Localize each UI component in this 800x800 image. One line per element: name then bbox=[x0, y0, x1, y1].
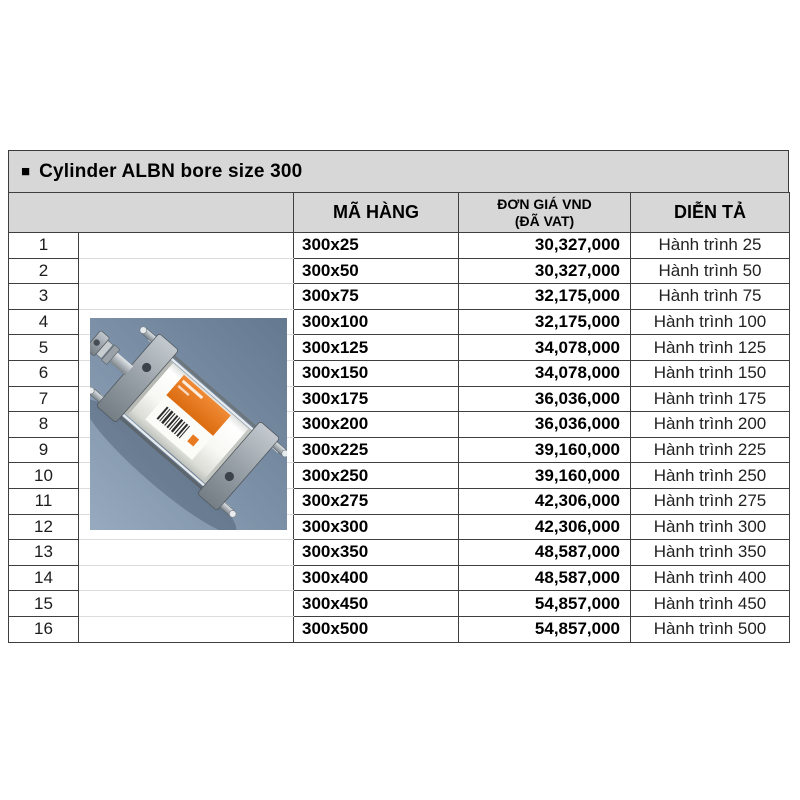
table-row bbox=[9, 616, 790, 642]
header-cell-empty bbox=[9, 193, 294, 233]
product-code-cell bbox=[294, 309, 459, 335]
price-value: 39,160,000 bbox=[534, 440, 620, 460]
description-value: Hành trình 450 bbox=[653, 593, 767, 613]
row-number-cell bbox=[9, 437, 79, 463]
row-number: 10 bbox=[34, 465, 53, 485]
image-column-cell bbox=[79, 565, 294, 591]
product-code: 300x350 bbox=[302, 542, 369, 562]
image-column-cell bbox=[79, 540, 294, 566]
row-number-cell bbox=[9, 540, 79, 566]
description-cell bbox=[631, 258, 790, 284]
price-cell bbox=[459, 540, 631, 566]
price-cell bbox=[459, 591, 631, 617]
product-code-cell bbox=[294, 616, 459, 642]
table-row bbox=[9, 233, 790, 259]
row-number-cell bbox=[9, 591, 79, 617]
description-cell bbox=[631, 437, 790, 463]
row-number: 6 bbox=[38, 363, 49, 383]
price-cell bbox=[459, 284, 631, 310]
price-cell bbox=[459, 386, 631, 412]
product-code-cell bbox=[294, 540, 459, 566]
bullet-square-icon: ■ bbox=[21, 163, 31, 180]
row-number-cell bbox=[9, 463, 79, 489]
product-code: 300x400 bbox=[302, 568, 369, 588]
description-value: Hành trình 175 bbox=[653, 388, 767, 408]
description-cell bbox=[631, 360, 790, 386]
product-image bbox=[90, 318, 287, 530]
price-cell bbox=[459, 488, 631, 514]
price-value: 42,306,000 bbox=[534, 491, 620, 511]
product-code-cell bbox=[294, 437, 459, 463]
product-code: 300x275 bbox=[302, 491, 369, 511]
price-value: 39,160,000 bbox=[534, 465, 620, 485]
price-cell bbox=[459, 258, 631, 284]
price-cell bbox=[459, 463, 631, 489]
description-value: Hành trình 225 bbox=[653, 440, 767, 460]
product-code-cell bbox=[294, 233, 459, 259]
row-number-cell bbox=[9, 309, 79, 335]
description-cell bbox=[631, 488, 790, 514]
product-code-cell bbox=[294, 463, 459, 489]
table-row bbox=[9, 565, 790, 591]
table-title-bar bbox=[8, 150, 789, 192]
product-code-cell bbox=[294, 514, 459, 540]
product-code-cell bbox=[294, 386, 459, 412]
price-value: 32,175,000 bbox=[534, 286, 620, 306]
description-cell bbox=[631, 616, 790, 642]
image-column-cell bbox=[79, 258, 294, 284]
row-number-cell bbox=[9, 514, 79, 540]
row-number-cell bbox=[9, 360, 79, 386]
price-cell bbox=[459, 616, 631, 642]
description-cell bbox=[631, 386, 790, 412]
image-column-cell bbox=[79, 284, 294, 310]
row-number-cell bbox=[9, 386, 79, 412]
price-value: 30,327,000 bbox=[534, 235, 620, 255]
description-cell bbox=[631, 412, 790, 438]
row-number-cell bbox=[9, 616, 79, 642]
product-code: 300x175 bbox=[302, 388, 369, 408]
price-cell bbox=[459, 309, 631, 335]
row-number: 14 bbox=[34, 568, 53, 588]
row-number-cell bbox=[9, 233, 79, 259]
table-title: Cylinder ALBN bore size 300 bbox=[39, 160, 303, 182]
header-cell-price bbox=[459, 193, 631, 233]
row-number: 11 bbox=[34, 491, 53, 511]
description-cell bbox=[631, 514, 790, 540]
table-row bbox=[9, 258, 790, 284]
price-cell bbox=[459, 437, 631, 463]
header-cell-code: MÃ HÀNG bbox=[294, 193, 459, 233]
description-value: Hành trình 250 bbox=[653, 465, 767, 485]
description-value: Hành trình 300 bbox=[653, 516, 767, 536]
product-code-cell bbox=[294, 565, 459, 591]
description-cell bbox=[631, 233, 790, 259]
description-cell bbox=[631, 540, 790, 566]
header-cell-desc: DIỄN TẢ bbox=[631, 193, 790, 233]
row-number-cell bbox=[9, 258, 79, 284]
price-cell bbox=[459, 514, 631, 540]
cylinder-render-svg bbox=[90, 318, 287, 530]
row-number: 4 bbox=[38, 312, 49, 332]
description-value: Hành trình 400 bbox=[653, 568, 767, 588]
row-number: 12 bbox=[34, 516, 53, 536]
price-value: 54,857,000 bbox=[534, 619, 620, 639]
price-value: 30,327,000 bbox=[534, 260, 620, 280]
product-code-cell bbox=[294, 258, 459, 284]
row-number-cell bbox=[9, 335, 79, 361]
price-value: 32,175,000 bbox=[534, 312, 620, 332]
product-code: 300x225 bbox=[302, 440, 369, 460]
table-row bbox=[9, 284, 790, 310]
price-value: 36,036,000 bbox=[534, 414, 620, 434]
description-value: Hành trình 200 bbox=[653, 414, 767, 434]
row-number: 7 bbox=[38, 388, 49, 408]
row-number-cell bbox=[9, 412, 79, 438]
description-value: Hành trình 125 bbox=[653, 337, 767, 357]
price-value: 34,078,000 bbox=[534, 363, 620, 383]
row-number: 9 bbox=[38, 440, 49, 460]
row-number: 1 bbox=[38, 235, 49, 255]
price-cell bbox=[459, 412, 631, 438]
product-code: 300x25 bbox=[302, 235, 359, 255]
description-cell bbox=[631, 309, 790, 335]
description-cell bbox=[631, 284, 790, 310]
row-number: 15 bbox=[34, 593, 53, 613]
description-cell bbox=[631, 591, 790, 617]
description-value: Hành trình 100 bbox=[653, 312, 767, 332]
row-number: 8 bbox=[38, 414, 49, 434]
price-value: 48,587,000 bbox=[534, 568, 620, 588]
row-number: 16 bbox=[34, 619, 53, 639]
table-row bbox=[9, 540, 790, 566]
row-number: 13 bbox=[34, 542, 53, 562]
product-code: 300x100 bbox=[302, 312, 369, 332]
product-code-cell bbox=[294, 360, 459, 386]
price-cell bbox=[459, 335, 631, 361]
image-column-cell bbox=[79, 591, 294, 617]
product-code-cell bbox=[294, 412, 459, 438]
description-value: Hành trình 275 bbox=[653, 491, 767, 511]
image-column-cell bbox=[79, 616, 294, 642]
product-code: 300x75 bbox=[302, 286, 359, 306]
product-code: 300x150 bbox=[302, 363, 369, 383]
price-value: 42,306,000 bbox=[534, 516, 620, 536]
description-value: Hành trình 50 bbox=[658, 260, 762, 280]
product-code-cell bbox=[294, 335, 459, 361]
product-code: 300x50 bbox=[302, 260, 359, 280]
image-column-cell bbox=[79, 233, 294, 259]
description-value: Hành trình 500 bbox=[653, 619, 767, 639]
product-code: 300x450 bbox=[302, 593, 369, 613]
description-cell bbox=[631, 463, 790, 489]
product-code: 300x200 bbox=[302, 414, 369, 434]
price-header-line2: (ĐÃ VAT) bbox=[514, 212, 575, 229]
row-number-cell bbox=[9, 284, 79, 310]
price-value: 34,078,000 bbox=[534, 337, 620, 357]
price-cell bbox=[459, 360, 631, 386]
price-value: 36,036,000 bbox=[534, 388, 620, 408]
price-value: 48,587,000 bbox=[534, 542, 620, 562]
product-code: 300x250 bbox=[302, 465, 369, 485]
price-cell bbox=[459, 565, 631, 591]
product-code-cell bbox=[294, 488, 459, 514]
product-code-cell bbox=[294, 591, 459, 617]
row-number: 2 bbox=[38, 260, 49, 280]
price-sheet bbox=[8, 150, 789, 643]
row-number-cell bbox=[9, 565, 79, 591]
price-value: 54,857,000 bbox=[534, 593, 620, 613]
product-code-cell bbox=[294, 284, 459, 310]
table-row bbox=[9, 591, 790, 617]
product-code: 300x300 bbox=[302, 516, 369, 536]
price-header-line1: ĐƠN GIÁ VND bbox=[497, 196, 592, 213]
product-code: 300x500 bbox=[302, 619, 369, 639]
description-value: Hành trình 75 bbox=[658, 286, 762, 306]
header-row bbox=[9, 193, 790, 233]
row-number-cell bbox=[9, 488, 79, 514]
row-number: 3 bbox=[38, 286, 49, 306]
price-cell bbox=[459, 233, 631, 259]
description-value: Hành trình 150 bbox=[653, 363, 767, 383]
description-value: Hành trình 350 bbox=[653, 542, 767, 562]
description-cell bbox=[631, 565, 790, 591]
description-cell bbox=[631, 335, 790, 361]
row-number: 5 bbox=[38, 337, 49, 357]
description-value: Hành trình 25 bbox=[658, 235, 762, 255]
product-code: 300x125 bbox=[302, 337, 369, 357]
